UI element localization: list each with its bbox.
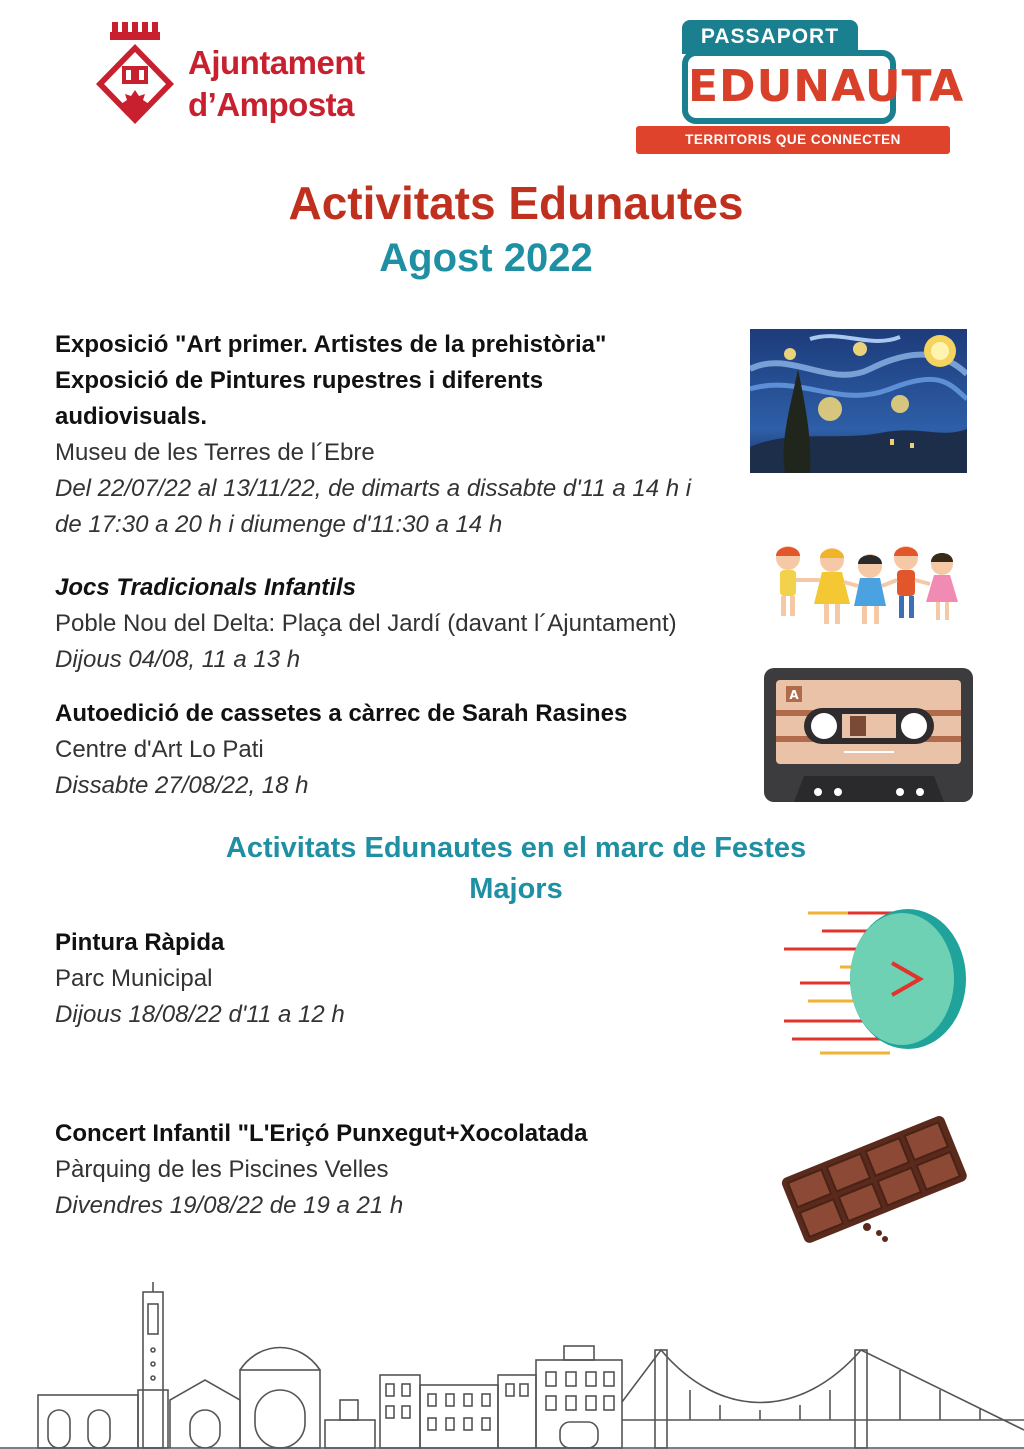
city-skyline-illustration: [0, 1280, 1024, 1449]
children-playing-icon: [770, 540, 965, 640]
activity-name-line: audiovisuals.: [55, 403, 208, 430]
starry-night-painting-icon: [750, 329, 967, 473]
activity-when: Divendres 19/08/22 de 19 a 21 h: [55, 1192, 404, 1219]
passaport-edunauta-logo: [636, 18, 965, 175]
activity-when: Dissabte 27/08/22, 18 h: [55, 772, 309, 799]
activity-name-line: Exposició de Pintures rupestres i diferents: [55, 367, 544, 394]
activity-when-line: de 17:30 a 20 h i diumenge d'11:30 a 14 h: [55, 511, 503, 538]
badge-main-label: EDUNAUTA: [682, 50, 896, 124]
org-line2: d’Amposta: [188, 86, 355, 123]
page-subtitle: Agost 2022: [379, 236, 593, 280]
festes-heading-line: Majors: [469, 873, 563, 905]
activity-place: Poble Nou del Delta: Plaça del Jardí (davant l´Ajuntament): [55, 610, 677, 637]
activity-cassetes: [55, 696, 745, 804]
badge-tagline: TERRITORIS QUE CONNECTEN OPORTUNITATS: [636, 126, 950, 154]
fast-forward-disc-icon: [780, 905, 970, 1055]
activity-exposicio: [55, 327, 745, 543]
activity-place: Parc Municipal: [55, 965, 213, 992]
chocolate-bar-icon: [775, 1115, 970, 1245]
activity-place: Centre d'Art Lo Pati: [55, 736, 264, 763]
activity-when: Dijous 04/08, 11 a 13 h: [55, 646, 301, 673]
activity-pintura-rapida: [55, 925, 745, 1033]
ajuntament-logo: [92, 18, 392, 128]
amposta-crest-icon: [92, 18, 182, 128]
activity-name: Concert Infantil "L'Eriçó Punxegut+Xocolatada: [55, 1120, 588, 1147]
badge-top-label: PASSAPORT: [682, 20, 858, 54]
cassette-side-label: A: [789, 688, 799, 702]
org-line1: Ajuntament: [188, 44, 365, 81]
page-title: Activitats Edunautes: [288, 177, 744, 229]
activity-name: Pintura Ràpida: [55, 929, 225, 956]
activity-when: Dijous 18/08/22 d'11 a 12 h: [55, 1001, 345, 1028]
festes-heading-line: Activitats Edunautes en el marc de Festes: [225, 832, 807, 864]
activity-when-line: Del 22/07/22 al 13/11/22, de dimarts a dissabte d'11 a 14 h i: [55, 475, 692, 502]
activity-place: Museu de les Terres de l´Ebre: [55, 439, 375, 466]
org-name: [188, 42, 365, 126]
activity-place: Pàrquing de les Piscines Velles: [55, 1156, 389, 1183]
activity-jocs: [55, 570, 745, 678]
cassette-tape-icon: [764, 668, 973, 802]
activity-name-line: Exposició "Art primer. Artistes de la prehistòria": [55, 331, 607, 358]
activity-concert-infantil: [55, 1116, 745, 1224]
activity-name: Jocs Tradicionals Infantils: [55, 574, 356, 601]
festes-heading: [4, 828, 1024, 910]
activity-name: Autoedició de cassetes a càrrec de Sarah Rasines: [55, 700, 628, 727]
